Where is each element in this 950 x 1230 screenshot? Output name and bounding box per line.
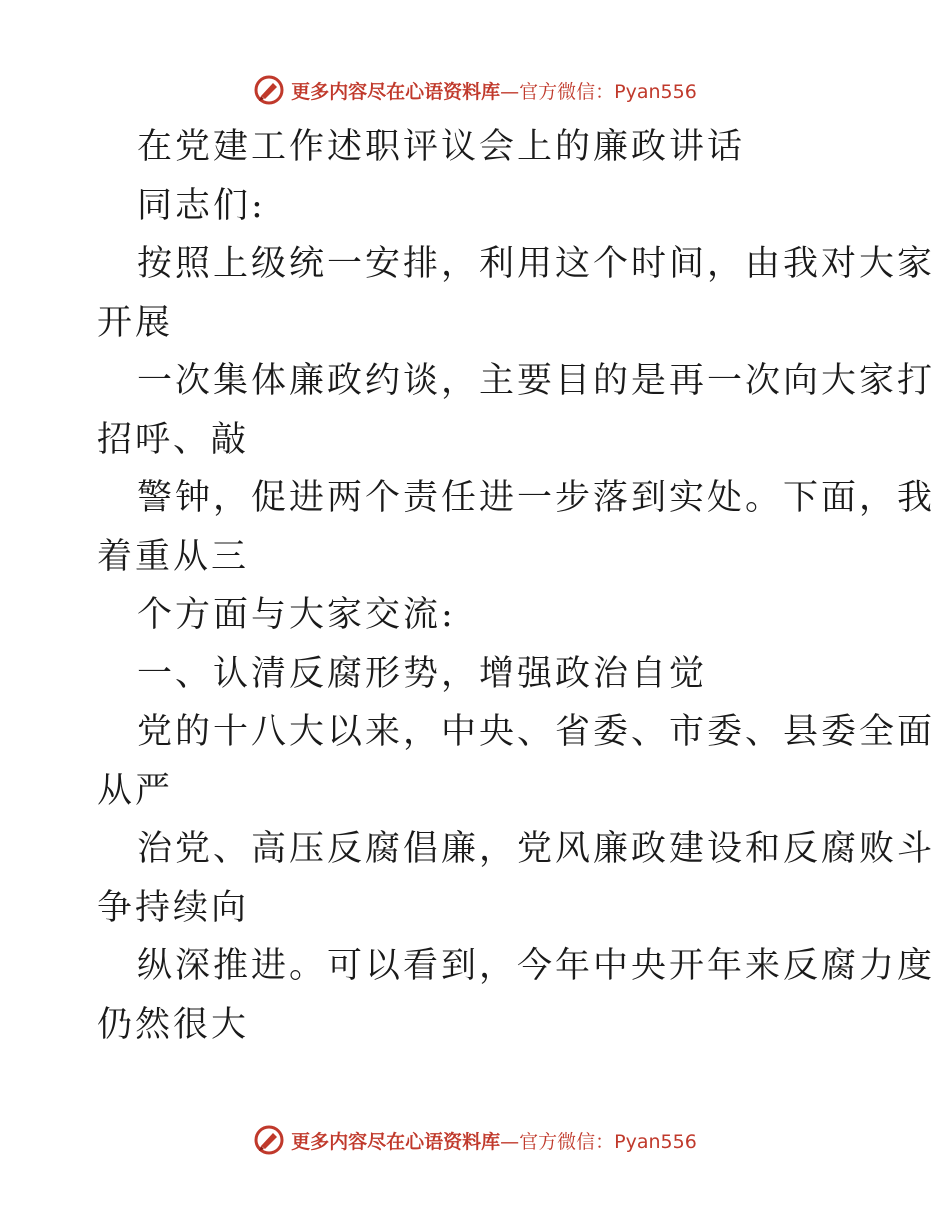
banner-sub-text: —官方微信：Pyan556 — [500, 80, 697, 103]
pen-logo-icon — [253, 1124, 285, 1156]
paragraph-line: 开展 — [97, 302, 174, 343]
paragraph-line: 从严 — [97, 770, 174, 811]
salutation: 同志们: — [137, 185, 266, 226]
footer-banner — [0, 1120, 950, 1160]
paragraph-line: 按照上级统一安排，利用这个时间，由我对大家 — [137, 244, 936, 284]
paragraph-line: 争持续向 — [97, 887, 250, 928]
document-title: 在党建工作述职评议会上的廉政讲话 — [137, 127, 746, 167]
section-heading: 一、认清反腐形势，增强政治自觉 — [137, 653, 708, 694]
paragraph-line: 警钟，促进两个责任进一步落到实处。下面，我 — [137, 478, 936, 518]
paragraph-line: 纵深推进。可以看到，今年中央开年来反腐力度 — [137, 946, 936, 986]
paragraph-line: 着重从三 — [97, 536, 250, 577]
paragraph-line: 治党、高压反腐倡廉，党风廉政建设和反腐败斗 — [137, 829, 936, 869]
banner-main-text: 更多内容尽在心语资料库 — [291, 80, 501, 103]
banner-main-text: 更多内容尽在心语资料库 — [291, 1130, 501, 1153]
paragraph-line: 一次集体廉政约谈，主要目的是再一次向大家打 — [137, 361, 936, 401]
header-banner — [0, 70, 950, 110]
banner-sub-text: —官方微信：Pyan556 — [500, 1130, 697, 1153]
paragraph-line: 党的十八大以来，中央、省委、市委、县委全面 — [137, 712, 936, 752]
paragraph-line: 招呼、敲 — [97, 419, 250, 460]
paragraph-line: 个方面与大家交流: — [137, 595, 456, 635]
pen-logo-icon — [253, 74, 285, 106]
paragraph-line: 仍然很大 — [97, 1004, 250, 1045]
document-body — [97, 118, 936, 1054]
